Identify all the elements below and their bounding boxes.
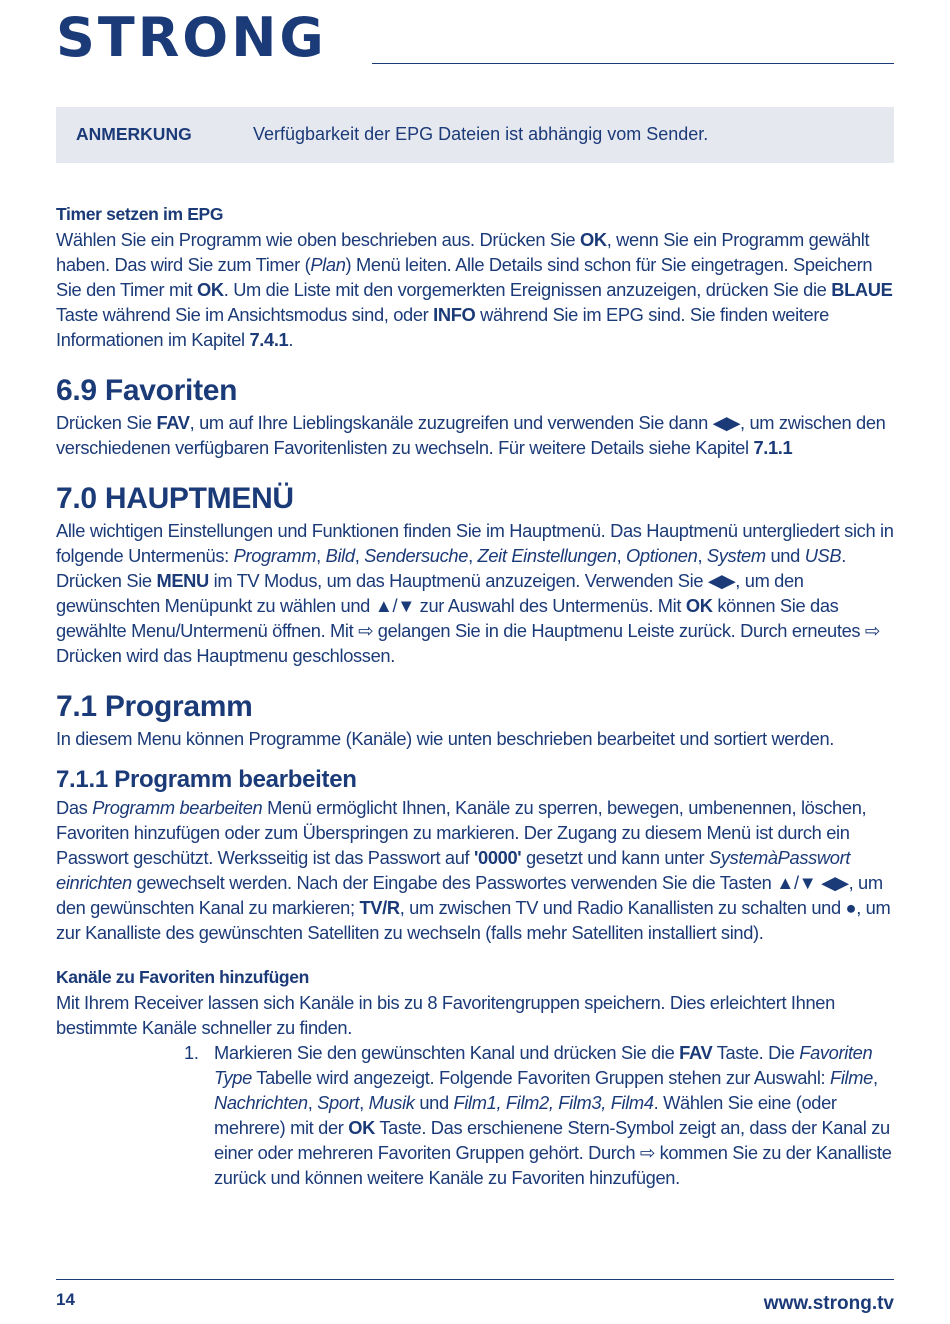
header-rule	[372, 63, 894, 64]
exit-arrow-icon: ⇨	[639, 1142, 655, 1163]
kanaele-intro: Mit Ihrem Receiver lassen sich Kanäle in bis zu 8 Favoritengruppen speichern. Dies erleichtert Ihnen bestimmte Kanäle schneller zu finden.	[56, 992, 835, 1038]
website-link[interactable]: www.strong.tv	[763, 1293, 894, 1314]
step-text: Markieren Sie den gewünschten Kanal und drücken Sie die FAV Taste. Die Favoriten Type Tabelle wird angezeigt. Folgende Favoriten Gruppen stehen zur Auswahl: Filme, Nachrichten, Sport, Musik und Film1, Film2, Film3, Film4. Wählen Sie eine (oder mehrere) mit der OK Taste. Das erschienene Stern-Symbol zeigt an, dass der Kanal zu einer oder mehreren Favoriten Gruppen gehört. Durch ⇨ kommen Sie zu der Kanalliste zurück und können weitere Kanäle zu Favoriten hinzufügen.	[214, 1042, 892, 1188]
bearbeiten-paragraph: Das Programm bearbeiten Menü ermöglicht Ihnen, Kanäle zu sperren, bewegen, umbenennen, löschen, Favoriten hinzufügen oder zum Überspringen zu markieren. Der Zugang zu diesem Menü ist durch ein Passwort geschützt. Werksseitig ist das Passwort auf '0000' gesetzt und kann unter SystemàPasswort einrichten gewechselt werden. Nach der Eingabe des Passwortes verwenden Sie die Tasten ▲/▼ ◀▶, um den gewünschten Kanal zu markieren; TV/R, um zwischen TV und Radio Kanallisten zu schalten und ●, um zur Kanalliste des gewünschten Satelliten zu wechseln (falls mehr Satelliten installiert sind).	[56, 797, 891, 943]
section-heading-programm: 7.1 Programm	[56, 690, 253, 723]
brand-logo: STRONG	[56, 6, 327, 69]
exit-arrow-icon: ⇨	[358, 620, 374, 641]
subsection-heading-bearbeiten: 7.1.1 Programm bearbeiten	[56, 766, 357, 793]
exit-arrow-icon: ⇨	[864, 620, 880, 641]
note-label: ANMERKUNG	[76, 124, 192, 144]
list-item	[184, 1040, 894, 1190]
note-box	[56, 107, 894, 163]
footer-rule	[56, 1279, 894, 1280]
section-heading-favoriten: 6.9 Favoriten	[56, 374, 238, 407]
hauptmenu-paragraph: Alle wichtigen Einstellungen und Funktionen finden Sie im Hauptmenü. Das Hauptmenü untergliedert sich in folgende Untermenüs: Programm, Bild, Sendersuche, Zeit Einstellungen, Optionen, System und USB. Drücken Sie MENU im TV Modus, um das Hauptmenü anzuzeigen. Verwenden Sie ◀▶, um den gewünschten Menüpunkt zu wählen und ▲/▼ zur Auswahl des Untermenüs. Mit OK können Sie das gewählte Menu/Untermenü öffnen. Mit ⇨ gelangen Sie in die Hauptmenu Leiste zurück. Durch erneutes ⇨ Drücken wird das Hauptmenu geschlossen.	[56, 520, 894, 666]
note-text: Verfügbarkeit der EPG Dateien ist abhängig vom Sender.	[253, 124, 709, 144]
page-number: 14	[56, 1290, 75, 1309]
page-content	[56, 202, 894, 1190]
kanaele-subheading: Kanäle zu Favoriten hinzufügen	[56, 967, 309, 987]
timer-subheading: Timer setzen im EPG	[56, 204, 224, 224]
favoriten-paragraph: Drücken Sie FAV, um auf Ihre Lieblingskanäle zuzugreifen und verwenden Sie dann ◀▶, um zwischen den verschiedenen verfügbaren Favoritenlisten zu wechseln. Für weitere Details siehe Kapitel 7.1.1	[56, 412, 886, 458]
programm-paragraph: In diesem Menu können Programme (Kanäle) wie unten beschrieben bearbeitet und sortiert werden.	[56, 728, 835, 749]
steps-list	[56, 1040, 894, 1190]
section-heading-hauptmenu: 7.0 HAUPTMENÜ	[56, 482, 294, 515]
step-number: 1.	[184, 1042, 199, 1063]
timer-paragraph: Wählen Sie ein Programm wie oben beschrieben aus. Drücken Sie OK, wenn Sie ein Programm gewählt haben. Das wird Sie zum Timer (Plan) Menü leiten. Alle Details sind schon für Sie eingetragen. Speichern Sie den Timer mit OK. Um die Liste mit den vorgemerkten Ereignissen anzuzeigen, drücken Sie die BLAUE Taste während Sie im Ansichtsmodus sind, oder INFO während Sie im EPG sind. Sie finden weitere Informationen im Kapitel 7.4.1.	[56, 229, 893, 350]
